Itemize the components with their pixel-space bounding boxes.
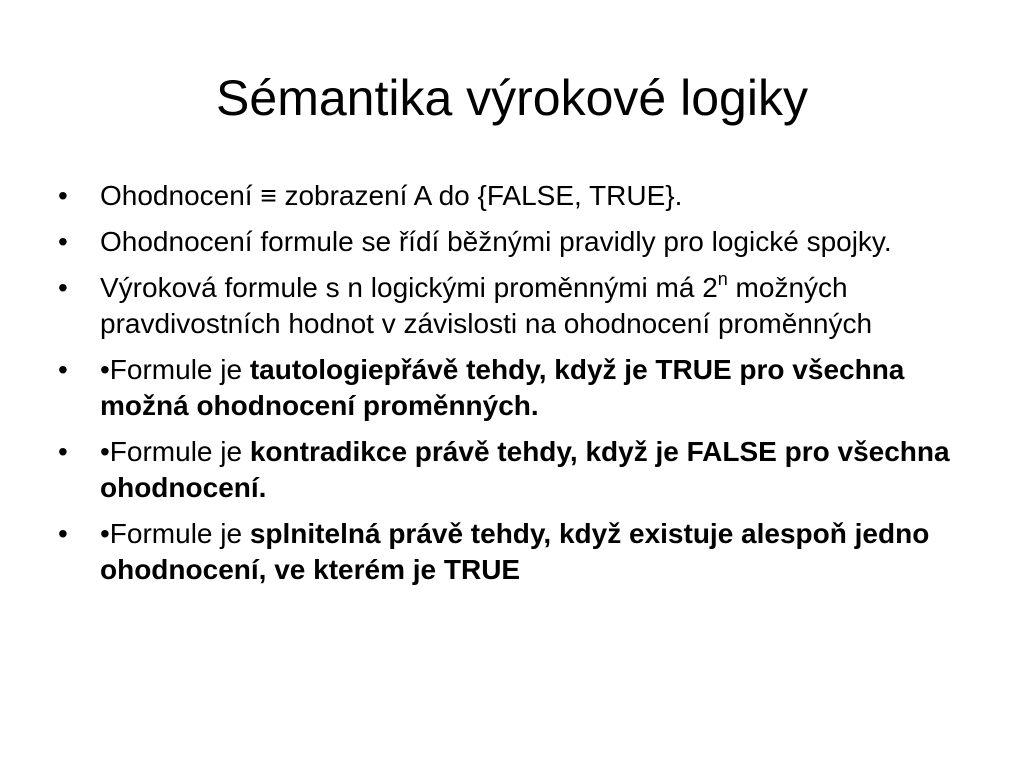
bullet-text-continued: možných pravdivostních hodnot v závislosti na ohodnocení proměnných <box>100 272 873 339</box>
bullet-item-6 <box>58 516 958 588</box>
bullet-list <box>58 178 958 598</box>
bullet-text: •Formule je <box>100 518 250 549</box>
slide-title: Sémantika výrokové logiky <box>216 70 808 126</box>
bullet-text: •Formule je <box>100 436 250 467</box>
bullet-marker: • <box>58 354 68 385</box>
superscript-n: n <box>717 268 728 289</box>
bullet-item-1 <box>58 178 958 214</box>
bullet-bold-text: tautologiepřávě tehdy, když je TRUE pro všechna možná ohodnocení proměnných. <box>100 354 905 421</box>
bullet-marker: • <box>58 180 68 211</box>
bullet-marker: • <box>58 226 68 257</box>
bullet-text: Ohodnocení formule se řídí běžnými pravidly pro logické spojky. <box>100 226 892 257</box>
bullet-text: Výroková formule s n logickými proměnnými má 2 <box>100 272 718 303</box>
bullet-bold-text: kontradikce právě tehdy, když je FALSE pro všechna ohodnocení. <box>100 436 950 503</box>
bullet-marker: • <box>58 436 68 467</box>
bullet-item-4 <box>58 352 958 424</box>
bullet-text: •Formule je <box>100 354 250 385</box>
bullet-item-2 <box>58 224 958 260</box>
bullet-text: Ohodnocení ≡ zobrazení A do {FALSE, TRUE}. <box>100 180 683 211</box>
bullet-item-5 <box>58 434 958 506</box>
bullet-bold-text: splnitelná právě tehdy, když existuje alespoň jedno ohodnocení, ve kterém je TRUE <box>100 518 930 585</box>
bullet-item-3 <box>58 270 958 342</box>
bullet-marker: • <box>58 272 68 303</box>
bullet-marker: • <box>58 518 68 549</box>
